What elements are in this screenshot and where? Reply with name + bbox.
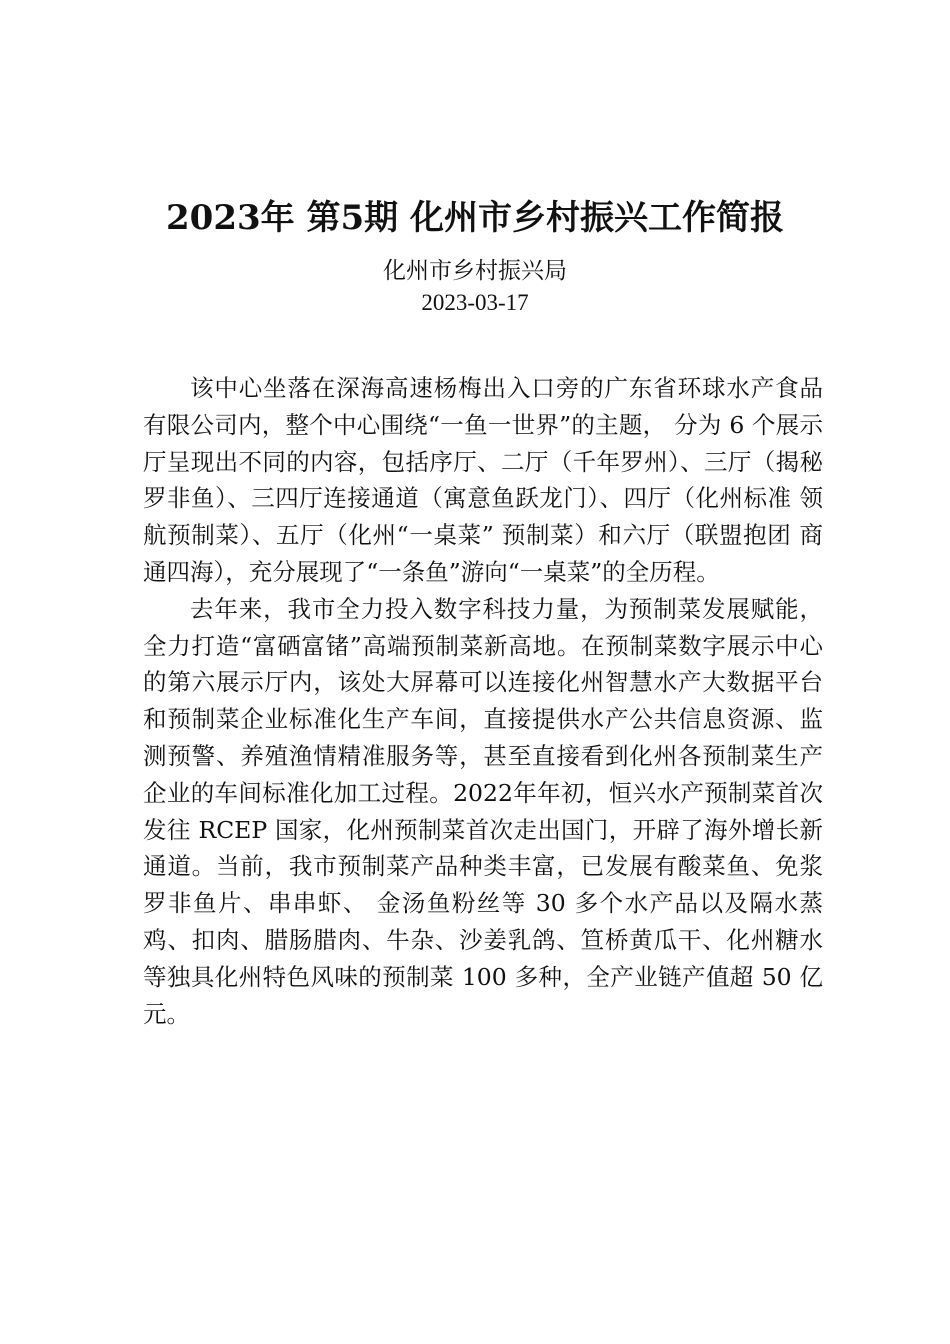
document-date: 2023-03-17 <box>421 290 529 315</box>
document-author: 化州市乡村振兴局 <box>383 258 567 284</box>
paragraph-1: 该中心坐落在深海高速杨梅出入口旁的广东省环球水产食品有限公司内，整个中心围绕“一鱼一世界”的主题， 分为 6 个展示厅呈现出不同的内容，包括序厅、二厅（千年罗州）、三厅（揭秘罗非鱼）、三四厅连接通道（寓意鱼跃龙门）、四厅（化州标准 领航预制菜）、五厅（化州“一桌菜” 预制菜）和六厅（联盟抱团 商通四海），充分展现了“一条鱼”游向“一桌菜”的全历程。 <box>143 374 823 586</box>
document-body <box>143 370 823 1032</box>
paragraph-2: 去年来，我市全力投入数字科技力量，为预制菜发展赋能，全力打造“富硒富锗”高端预制菜新高地。在预制菜数字展示中心的第六展示厅内，该处大屏幕可以连接化州智慧水产大数据平台和预制菜企业标准化生产车间，直接提供水产公共信息资源、监测预警、养殖渔情精准服务等，甚至直接看到化州各预制菜生产企业的车间标准化加工过程。2022年年初，恒兴水产预制菜首次发往 RCEP 国家，化州预制菜首次走出国门，开辟了海外增长新通道。当前，我市预制菜产品种类丰富，已发展有酸菜鱼、免浆罗非鱼片、串串虾、 金汤鱼粉丝等 30 多个水产品以及隔水蒸鸡、扣肉、腊肠腊肉、牛杂、沙姜乳鸽、笪桥黄瓜干、化州糖水等独具化州特色风味的预制菜 100 多种，全产业链产值超 50 亿元。 <box>143 594 823 1028</box>
document-title: 2023年 第5期 化州市乡村振兴工作简报 <box>166 198 784 238</box>
